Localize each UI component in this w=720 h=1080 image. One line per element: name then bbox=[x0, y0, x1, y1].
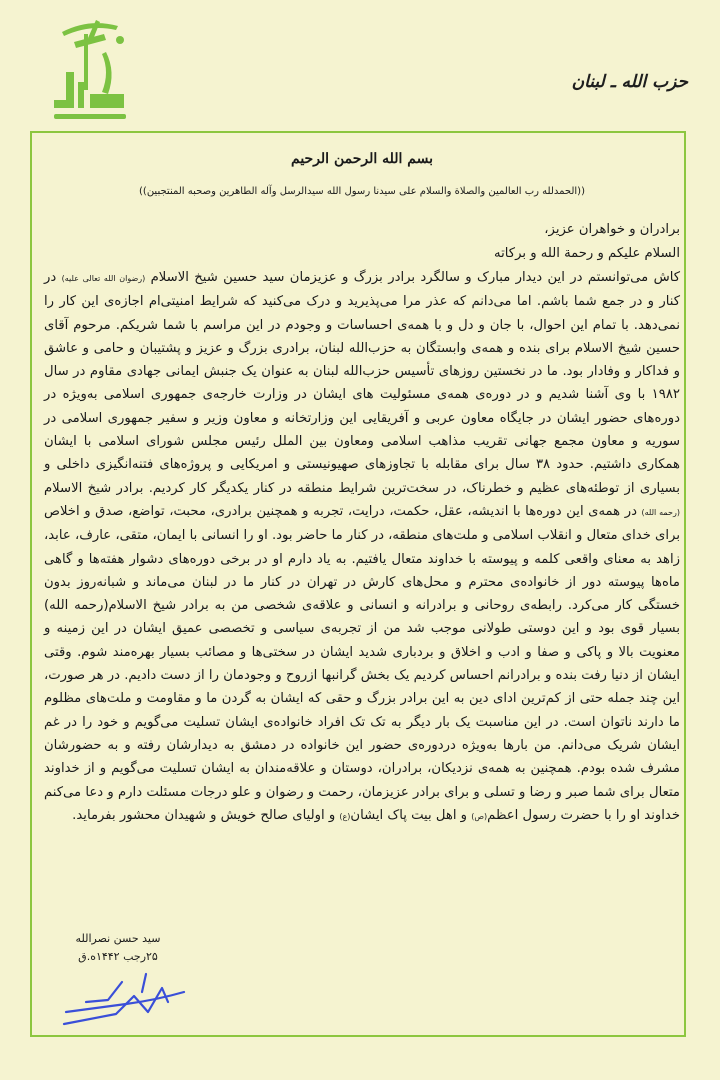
honorific-s2: (ع) bbox=[339, 811, 351, 821]
greeting-line-2: السلام علیکم و رحمة الله و برکاته bbox=[494, 246, 680, 261]
paragraph-continuation: در همه‌ی این دوره‌ها با اندیشه، عقل، حکمت، درایت، تجربه و همچنین برادری، محبت، تواضع، صدق و اخلاص برای خدای متعال و انقلاب اسلامی و ملت‌های منطقه، در کنار ما حاضر بود. او را انسانی با ایمان، متقی، عارف، عابد، زاهد به معنای واقعی کلمه و پیوسته با خداوند متعال یافتیم. به یاد دارم او در برخی دوره‌های دشوار هفته‌ها و گاهی ماه‌ها پیوسته دور از خانواده‌ی محترم و محل‌های کارش در تهران در کنار ما در لبنان می‌ماند و شبانه‌روز بدون خستگی کار می‌کرد. رابطه‌ی روحانی و برادرانه و انسانی و علاقه‌ی شخصی من به برادر شیخ الاسلام(رحمه الله) بسیار قوی بود و این دوستی طولانی موجب شد من از تجربه‌ی سیاسی و تخصصی عمیق ایشان در این زمینه و معنویت بالا و پاکی و صفا و ادب و اخلاق و بردباری شدید ایشان در سختی‌ها و مصائب بسیار بهره‌مند شوم. وقتی ایشان از دنیا رفت بنده و برادرانم احساس کردیم یک بخش گرانبها ازروح و وجودمان را از دست دادیم. در هر صورت، این چند جمله حتی از کم‌ترین ادای دین به این برادر بزرگ و حقی که ایشان به گردن ما و مقاومت و ملت‌های مظلوم ما دارند ناتوان است. در این مناسبت یک بار دیگر به تک تک افراد خانواده‌ی ایشان تسلیت می‌گویم و خود را در غم ایشان شریک می‌دانم. من بارها به‌ویژه دردوره‌ی حضور این خانواده در دمشق به دیدارشان رفته و به حضورشان مشرف شده بودم. همچنین به همه‌ی نزدیکان، برادران، دوستان و علاقه‌مندان به ایشان تسلیت می‌گویم و از خداوند متعال برای شما صبر و رضا و تسلی و برای برادر عزیزمان، رحمت و رضوان و علو درجات مسئلت دارم و دعا می‌کنم خداوند او را با حضرت رسول اعظم bbox=[44, 503, 680, 823]
signature-graphic bbox=[56, 962, 196, 1032]
paragraph-closing: و اولیای صالح خویش و شهیدان محشور بفرماید. bbox=[72, 807, 336, 823]
greeting-line-1: برادران و خواهران عزیز، bbox=[544, 222, 680, 237]
hezbollah-emblem-icon bbox=[44, 12, 134, 126]
signoff-block bbox=[58, 930, 178, 966]
letter-body bbox=[38, 146, 680, 1036]
signatory-name: سید حسن نصرالله bbox=[75, 932, 161, 945]
praise-line: ((الحمدلله رب العالمین والصلاة والسلام علی سیدنا رسول الله سیدالرسل وآله الطاهرین وصحبه المنتجبین)) bbox=[139, 186, 585, 197]
paragraph-opening: کاش می‌توانستم در این دیدار مبارک و سالگرد برادر بزرگ و عزیزمان سید حسین شیخ الاسلام bbox=[150, 270, 680, 285]
emblem-graphic bbox=[44, 12, 134, 126]
bismillah-heading: بسم الله الرحمن الرحیم bbox=[291, 151, 433, 167]
paragraph-body: در کنار و در جمع شما باشم. اما می‌دانم که عذر مرا می‌پذیرید و درک می‌کنید که شرایط امنیتی‌ام اجازه‌ی این کار را نمی‌دهد. با تمام این احوال، با جان و دل و با همه‌ی احساسات و وجودم در این مراسم با شما شریکم. مرحوم آقای حسین شیخ الاسلام برای بنده و همه‌ی وابستگان به حزب‌الله لبنان، برادری بزرگ و عزیز و پشتیبان و حامی و عاشق و فداکار و وفادار بود. ما در نخستین روزهای تأسیس حزب‌الله لبنان به عنوان یک جنبش ایمانی جهادی مقاوم در سال ۱۹۸۲ با وی آشنا شدیم و در دوره‌ی همه‌ی مسئولیت های ایشان در وزارت خارجه‌ی جمهوری اسلامی به‌ویژه در دوره‌های حضور ایشان در جایگاه معاون عربی و آفریقایی این وزارتخانه و معاون وزیر و سفیر جمهوری اسلامی در سوریه و معاون مجمع جهانی تقریب مذاهب اسلامی ومعاون بین الملل رئیس مجلس شورای اسلامی با ایشان همکاری داشتیم. حدود ۳۸ سال برای مقابله با تجاوزهای صهیونیستی و امریکایی و پروژه‌های فتنه‌انگیزی داخلی و بسیاری از توطئه‌های عظیم و خطرناک، در سخت‌ترین شرایط منطقه در کنار یکدیگر کار کردیم. برادر شیخ الاسلام bbox=[44, 270, 680, 496]
paragraph-mid: و اهل بیت پاک ایشان bbox=[350, 807, 468, 823]
organization-name: حزب الله ـ لبنان bbox=[571, 72, 688, 92]
signoff-date: ۲۵رجب ۱۴۴۲ه.ق bbox=[78, 950, 158, 963]
letterhead bbox=[0, 0, 720, 128]
handwritten-signature-icon bbox=[56, 962, 196, 1032]
letter-paragraph bbox=[44, 266, 680, 828]
honorific-note: (رضوان الله تعالی علیه) bbox=[61, 274, 146, 283]
honorific-s1: (ص) bbox=[471, 811, 488, 821]
honorific-note-2: (رحمه الله) bbox=[641, 507, 680, 517]
